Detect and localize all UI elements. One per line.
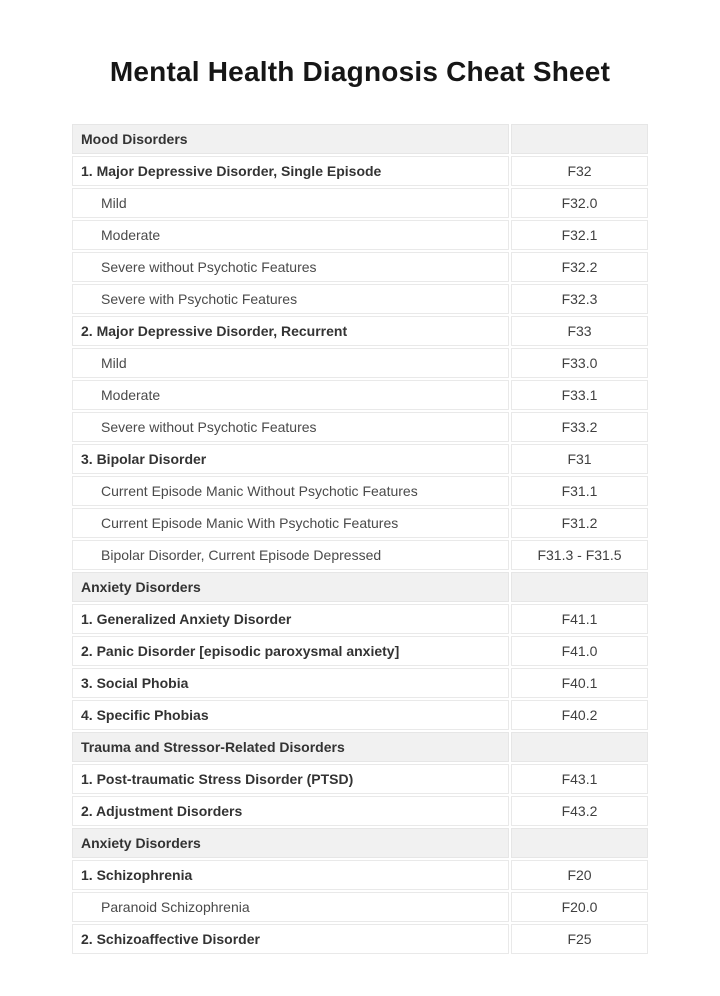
table-row: [72, 668, 648, 698]
row-label: 4. Specific Phobias: [72, 700, 509, 730]
table-row: [72, 412, 648, 442]
diagnosis-table-body: [72, 124, 648, 954]
row-label: Moderate: [72, 380, 509, 410]
row-label: 3. Social Phobia: [72, 668, 509, 698]
row-label: Severe without Psychotic Features: [72, 252, 509, 282]
row-label: Trauma and Stressor-Related Disorders: [72, 732, 509, 762]
table-row: [72, 860, 648, 890]
row-code: [511, 828, 648, 858]
row-label: 3. Bipolar Disorder: [72, 444, 509, 474]
table-row: [72, 316, 648, 346]
table-row: [72, 380, 648, 410]
row-code: F43.2: [511, 796, 648, 826]
row-label: Moderate: [72, 220, 509, 250]
table-row: [72, 636, 648, 666]
table-row: [72, 476, 648, 506]
row-label: Bipolar Disorder, Current Episode Depressed: [72, 540, 509, 570]
row-label: Anxiety Disorders: [72, 572, 509, 602]
row-label: 1. Post-traumatic Stress Disorder (PTSD): [72, 764, 509, 794]
row-code: F32.0: [511, 188, 648, 218]
diagnosis-table: [70, 122, 650, 956]
row-label: Current Episode Manic With Psychotic Features: [72, 508, 509, 538]
row-code: F32: [511, 156, 648, 186]
row-label: 2. Panic Disorder [episodic paroxysmal anxiety]: [72, 636, 509, 666]
row-code: F32.3: [511, 284, 648, 314]
table-row: [72, 604, 648, 634]
row-label: Paranoid Schizophrenia: [72, 892, 509, 922]
table-row: [72, 892, 648, 922]
page-title: Mental Health Diagnosis Cheat Sheet: [109, 56, 611, 87]
table-row: [72, 220, 648, 250]
section-row: [72, 124, 648, 154]
table-row: [72, 284, 648, 314]
row-code: F32.2: [511, 252, 648, 282]
row-code: F31.2: [511, 508, 648, 538]
row-code: F20.0: [511, 892, 648, 922]
table-row: [72, 700, 648, 730]
row-code: F40.2: [511, 700, 648, 730]
row-label: Severe without Psychotic Features: [72, 412, 509, 442]
row-label: 2. Schizoaffective Disorder: [72, 924, 509, 954]
row-label: Mood Disorders: [72, 124, 509, 154]
row-code: F33.1: [511, 380, 648, 410]
row-label: 2. Adjustment Disorders: [72, 796, 509, 826]
table-row: [72, 188, 648, 218]
row-code: [511, 572, 648, 602]
row-code: F43.1: [511, 764, 648, 794]
row-label: 1. Major Depressive Disorder, Single Episode: [72, 156, 509, 186]
table-row: [72, 508, 648, 538]
row-code: F41.1: [511, 604, 648, 634]
row-label: 2. Major Depressive Disorder, Recurrent: [72, 316, 509, 346]
row-code: F25: [511, 924, 648, 954]
table-row: [72, 444, 648, 474]
section-row: [72, 732, 648, 762]
table-row: [72, 348, 648, 378]
table-row: [72, 924, 648, 954]
row-code: F31.1: [511, 476, 648, 506]
row-code: F33.0: [511, 348, 648, 378]
section-row: [72, 828, 648, 858]
row-label: Mild: [72, 348, 509, 378]
row-label: Current Episode Manic Without Psychotic Features: [72, 476, 509, 506]
table-row: [72, 252, 648, 282]
table-row: [72, 764, 648, 794]
row-code: F32.1: [511, 220, 648, 250]
row-code: [511, 732, 648, 762]
row-code: F31: [511, 444, 648, 474]
row-code: F33: [511, 316, 648, 346]
row-code: F40.1: [511, 668, 648, 698]
row-label: 1. Generalized Anxiety Disorder: [72, 604, 509, 634]
row-code: F41.0: [511, 636, 648, 666]
row-code: [511, 124, 648, 154]
table-row: [72, 796, 648, 826]
row-label: Mild: [72, 188, 509, 218]
row-code: F20: [511, 860, 648, 890]
row-code: F33.2: [511, 412, 648, 442]
row-label: Anxiety Disorders: [72, 828, 509, 858]
row-code: F31.3 - F31.5: [511, 540, 648, 570]
row-label: Severe with Psychotic Features: [72, 284, 509, 314]
table-row: [72, 540, 648, 570]
section-row: [72, 572, 648, 602]
table-row: [72, 156, 648, 186]
row-label: 1. Schizophrenia: [72, 860, 509, 890]
